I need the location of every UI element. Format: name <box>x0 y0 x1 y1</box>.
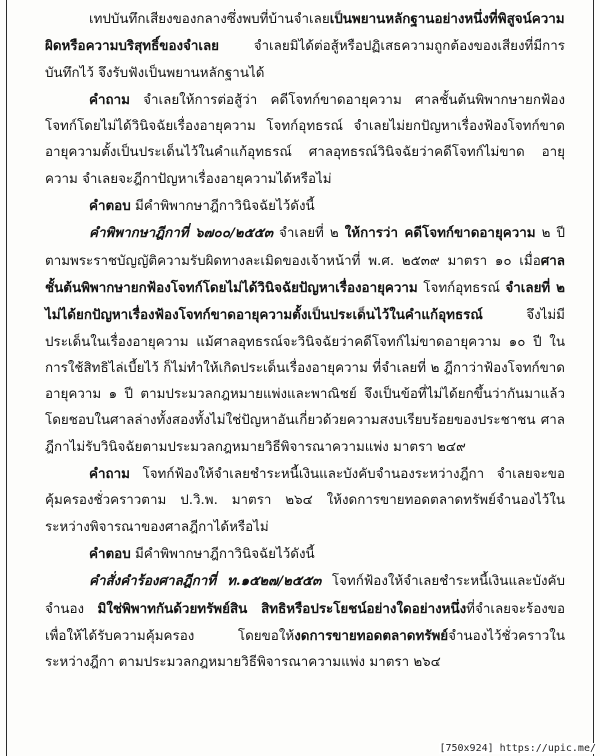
body-text: มีคำพิพากษาฎีกาวินิจฉัยไว้ดังนี้ <box>130 546 315 562</box>
bold-text: ให้การว่า คดีโจทก์ขาดอายุความ <box>344 225 536 242</box>
bold-text: งดการขายทอดตลาดทรัพย์ <box>294 627 449 644</box>
paragraph <box>45 568 565 676</box>
paragraph <box>45 220 565 461</box>
body-text: เทปบันทึกเสียงของกลางซึ่งพบที่บ้านจำเลย <box>89 12 330 27</box>
body-text: ที่จำเลยจะร้องขอเพื่อให้ได้รับความคุ้มครอง โดยขอให้ <box>45 601 565 644</box>
bold-text: คำถาม <box>89 466 130 483</box>
document-body <box>45 6 565 676</box>
body-text: จำเลยให้การต่อสู้ว่า คดีโจทก์ขาดอายุความ ศาลชั้นต้นพิพากษายกฟ้องโจทก์โดยไม่ได้วินิจฉัยเรื่องอายุความ โจทก์อุทธรณ์ จำเลยไม่ยกปัญหาเรื่องฟ้องโจทก์ขาดอายุความตั้งเป็นประเด็นไว้ในคำแก้อุทธรณ์ ศาลอุทธรณ์วินิจฉัยว่าคดีโจทก์ไม่ขาด อายุความ จำเลยจะฎีกาปัญหาเรื่องอายุความได้หรือไม่ <box>45 92 565 187</box>
paragraph <box>45 87 565 193</box>
body-text: โจทก์ฟ้องให้จำเลยชำระหนี้เงินและบังคับจำนองระหว่างฎีกา จำเลยจะขอคุ้มครองชั่วคราวตาม ป.วิ.พ. มาตรา ๒๖๔ ให้งดการขายทอดตลาดทรัพย์จำนองไว้ในระหว่างพิจารณาของศาลฎีกาได้หรือไม่ <box>45 467 565 535</box>
bold-text: เป็นพยานหลักฐานอย่างหนึ่งที่พิสูจน์ความผิดหรือความบริสุทธิ์ของจำเลย <box>45 11 565 55</box>
body-text: โจทก์ฟ้องให้จำเลยชำระหนี้เงินและบังคับจำนอง <box>45 574 565 617</box>
body-text: มีคำพิพากษาฎีกาวินิจฉัยไว้ดังนี้ <box>130 199 315 215</box>
bold-text: คำตอบ <box>89 198 131 215</box>
body-text: จำเลยมิได้ต่อสู้หรือปฏิเสธความถูกต้องของเสียงที่มีการบันทึกไว้ จึงรับฟังเป็นพยานหลักฐานได้ <box>45 39 565 81</box>
body-text: โจทก์อุทธรณ์ <box>417 280 506 296</box>
paragraph <box>45 6 565 87</box>
body-text: จำเลยที่ ๒ <box>273 226 345 242</box>
image-watermark: [750x924] https://upic.me/ <box>439 743 596 754</box>
bold-text: คำถาม <box>89 91 130 108</box>
body-text: จึงไม่มีประเด็นในเรื่องอายุความ แม้ศาลอุทธรณ์จะวินิจฉัยว่าคดีโจทก์ไม่ขาดอายุความ ๑๐ ปี ในการใช้สิทธิไล่เบี้ยไว้ ก็ไม่ทำให้เกิดประเด็นเรื่องอายุความ ที่จำเลยที่ ๒ ฎีกาว่าฟ้องโจทก์ขาดอายุความ ๑ ปี ตามประมวลกฎหมายแพ่งและพาณิชย์ จึงเป็นข้อที่ไม่ได้ยกขึ้นว่ากันมาแล้วโดยชอบในศาลล่างทั้งสองทั้งไม่ใช่ปัญหาอันเกี่ยวด้วยความสงบเรียบร้อยของประชาชน ศาลฎีกาไม่รับวินิจฉัยตามประมวลกฎหมายวิธีพิจารณาความแพ่ง มาตรา ๒๔๙ <box>45 308 565 455</box>
body-text: จำนองไว้ชั่วคราวในระหว่างฎีกา ตามประมวลกฎหมายวิธีพิจารณาความแพ่ง มาตรา ๒๖๔ <box>45 628 565 671</box>
case-reference: คำสั่งคำร้องศาลฎีกาที่ ท.๑๕๒๗/๒๕๕๓ <box>89 573 322 590</box>
paragraph <box>45 541 565 568</box>
bold-text: คำตอบ <box>89 545 131 562</box>
body-text: ๒ ปี ตามพระราชบัญญัติความรับผิดทางละเมิดของเจ้าหน้าที่ พ.ศ. ๒๕๓๙ มาตรา ๑๐ เมื่อ <box>45 226 565 269</box>
bold-text: มิใช่พิพาทกันด้วยทรัพย์สิน สิทธิหรือประโยชน์อย่างใดอย่างหนึ่ง <box>97 600 467 617</box>
bold-text: จำเลยที่ ๒ ไม่ได้ยกปัญหาเรื่องฟ้องโจทก์ขาดอายุความตั้งเป็นประเด็นไว้ในคำแก้อุทธรณ์ <box>45 279 565 324</box>
paragraph <box>45 461 565 541</box>
bold-text: ศาลชั้นต้นพิพากษายกฟ้องโจทก์โดยไม่ได้วินิจฉัยปัญหาเรื่องอายุความ <box>45 252 565 296</box>
document-page <box>6 0 594 756</box>
paragraph <box>45 193 565 220</box>
case-reference: คำพิพากษาฎีกาที่ ๖๗๐๐/๒๕๕๓ <box>89 225 274 242</box>
